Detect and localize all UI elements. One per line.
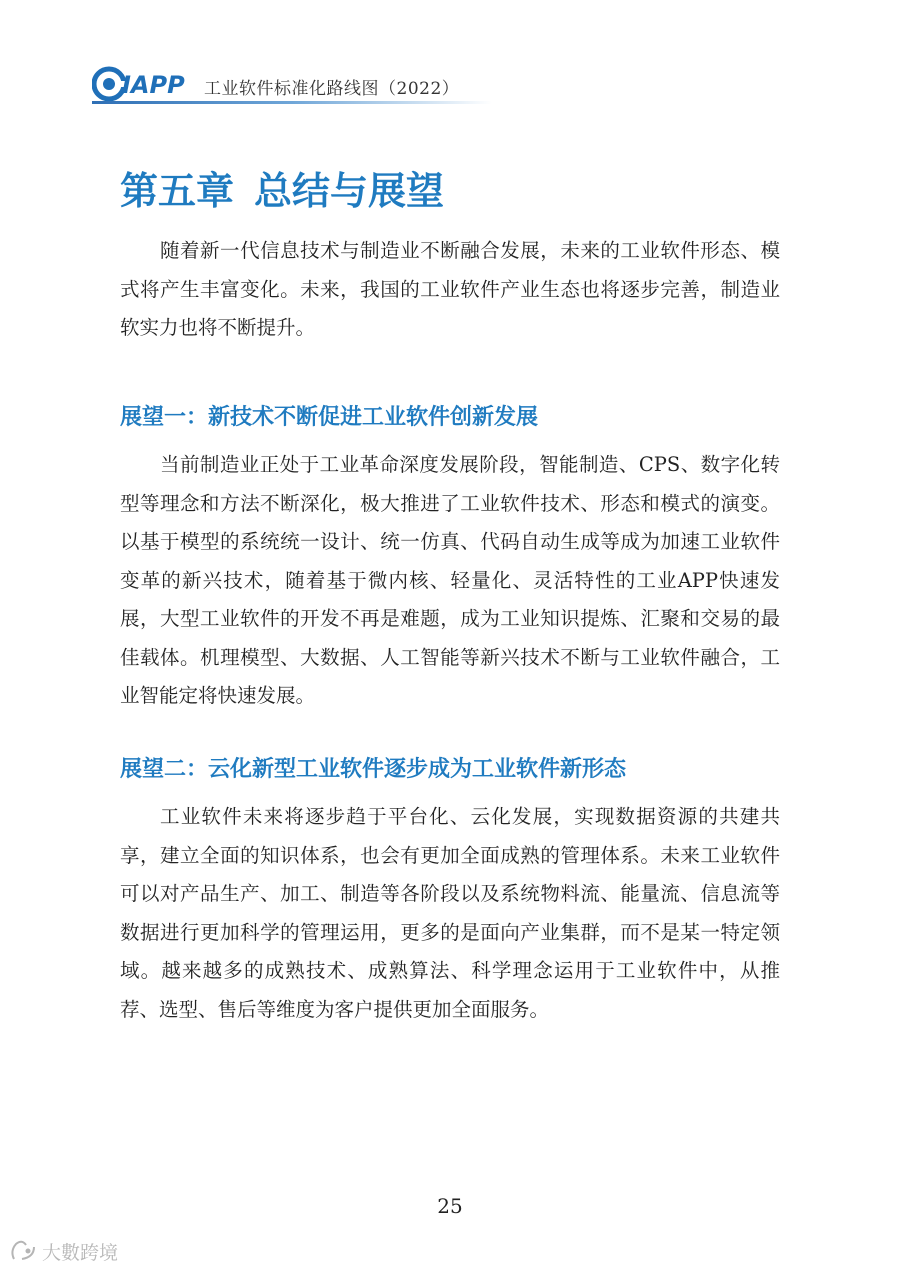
watermark-logo-icon (8, 1239, 38, 1263)
header-divider (92, 101, 492, 104)
chapter-title (120, 160, 444, 215)
section-body-2: 工业软件未来将逐步趋于平台化、云化发展，实现数据资源的共建共享，建立全面的知识体系，也会有更加全面成熟的管理体系。未来工业软件可以对产品生产、加工、制造等各阶段以及系统物料流、能量流、信息流等数据进行更加科学的管理运用，更多的是面向产业集群，而不是某一特定领域。越来越多的成熟技术、成熟算法、科学理念运用于工业软件中，从推荐、选型、售后等维度为客户提供更加全面服务。 (120, 805, 780, 1021)
logo-text: IAPP (122, 71, 185, 99)
page-header (92, 66, 512, 106)
intro-paragraph: 随着新一代信息技术与制造业不断融合发展，未来的工业软件形态、模式将产生丰富变化。未来，我国的工业软件产业生态也将逐步完善，制造业软实力也将不断提升。 (120, 239, 780, 339)
chapter-number: 第五章 (120, 168, 235, 213)
section-body-1: 当前制造业正处于工业革命深度发展阶段，智能制造、CPS、数字化转型等理念和方法不断深化，极大推进了工业软件技术、形态和模式的演变。以基于模型的系统统一设计、统一仿真、代码自动生成等成为加速工业软件变革的新兴技术，随着基于微内核、轻量化、灵活特性的工业APP快速发展，大型工业软件的开发不再是难题，成为工业知识提炼、汇聚和交易的最佳载体。机理模型、大数据、人工智能等新兴技术不断与工业软件融合，工业智能定将快速发展。 (120, 453, 780, 707)
chapter-name: 总结与展望 (254, 168, 445, 213)
watermark-text: 大數跨境 (42, 1241, 119, 1264)
page-number: 25 (437, 1194, 463, 1218)
section-heading-2: 展望二：云化新型工业软件逐步成为工业软件新形态 (120, 757, 627, 782)
header-title: 工业软件标准化路线图（2022） (204, 79, 460, 99)
section-heading-1: 展望一：新技术不断促进工业软件创新发展 (120, 405, 539, 430)
iapp-logo (92, 66, 196, 102)
watermark (8, 1238, 118, 1264)
